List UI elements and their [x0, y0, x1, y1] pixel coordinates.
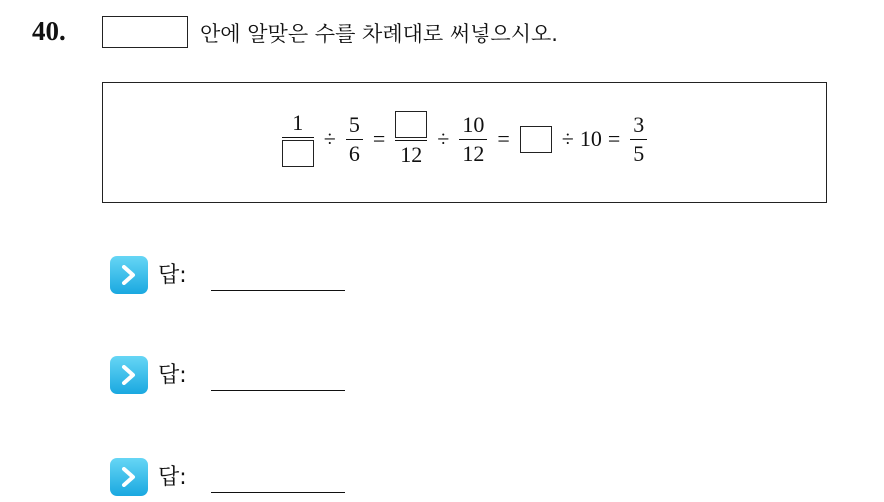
divide-sign: ÷ [561, 126, 574, 151]
equals-sign: = [607, 126, 621, 151]
answer-label: 답: [158, 465, 187, 490]
equation-box [102, 82, 827, 203]
blank-box-2[interactable] [395, 111, 427, 138]
equals-sign: = [372, 126, 386, 151]
answer-line[interactable] [211, 492, 345, 493]
fraction-1 [282, 109, 314, 169]
fraction-4-numerator: 10 [462, 111, 485, 137]
chevron-right-icon [110, 256, 148, 294]
chevron-right-icon [110, 356, 148, 394]
fraction-5-numerator: 3 [633, 111, 645, 137]
fraction-1-numerator: 1 [292, 110, 304, 135]
fraction-5 [630, 111, 647, 168]
fraction-4-denominator: 12 [462, 140, 485, 166]
answer-label: 답: [158, 263, 187, 288]
answer-row-3 [110, 458, 345, 498]
number-ten: 10 [579, 126, 602, 151]
divide-sign: ÷ [323, 126, 336, 151]
answer-label: 답: [158, 363, 187, 388]
equals-sign: = [497, 126, 510, 151]
answer-row-2 [110, 356, 345, 396]
blank-box-3[interactable] [520, 126, 552, 153]
answer-row-1 [110, 256, 345, 296]
fraction-2 [346, 111, 363, 168]
fraction-bar [282, 137, 314, 138]
fraction-3-denominator: 12 [400, 142, 423, 167]
fraction-2-numerator: 5 [348, 111, 360, 137]
answer-line[interactable] [211, 390, 345, 391]
fraction-2-denominator: 6 [348, 140, 360, 166]
answer-blank-box-icon [102, 16, 188, 48]
blank-box-1[interactable] [282, 140, 314, 167]
answer-line[interactable] [211, 290, 345, 291]
chevron-right-icon [110, 458, 148, 496]
equation [103, 109, 826, 169]
fraction-4 [459, 111, 487, 168]
fraction-3 [395, 109, 427, 169]
fraction-5-denominator: 5 [633, 140, 645, 166]
question-number: 40. [32, 16, 66, 46]
question-instruction: 안에 알맞은 수를 차례대로 써넣으시오. [200, 22, 558, 46]
divide-sign: ÷ [437, 126, 450, 151]
